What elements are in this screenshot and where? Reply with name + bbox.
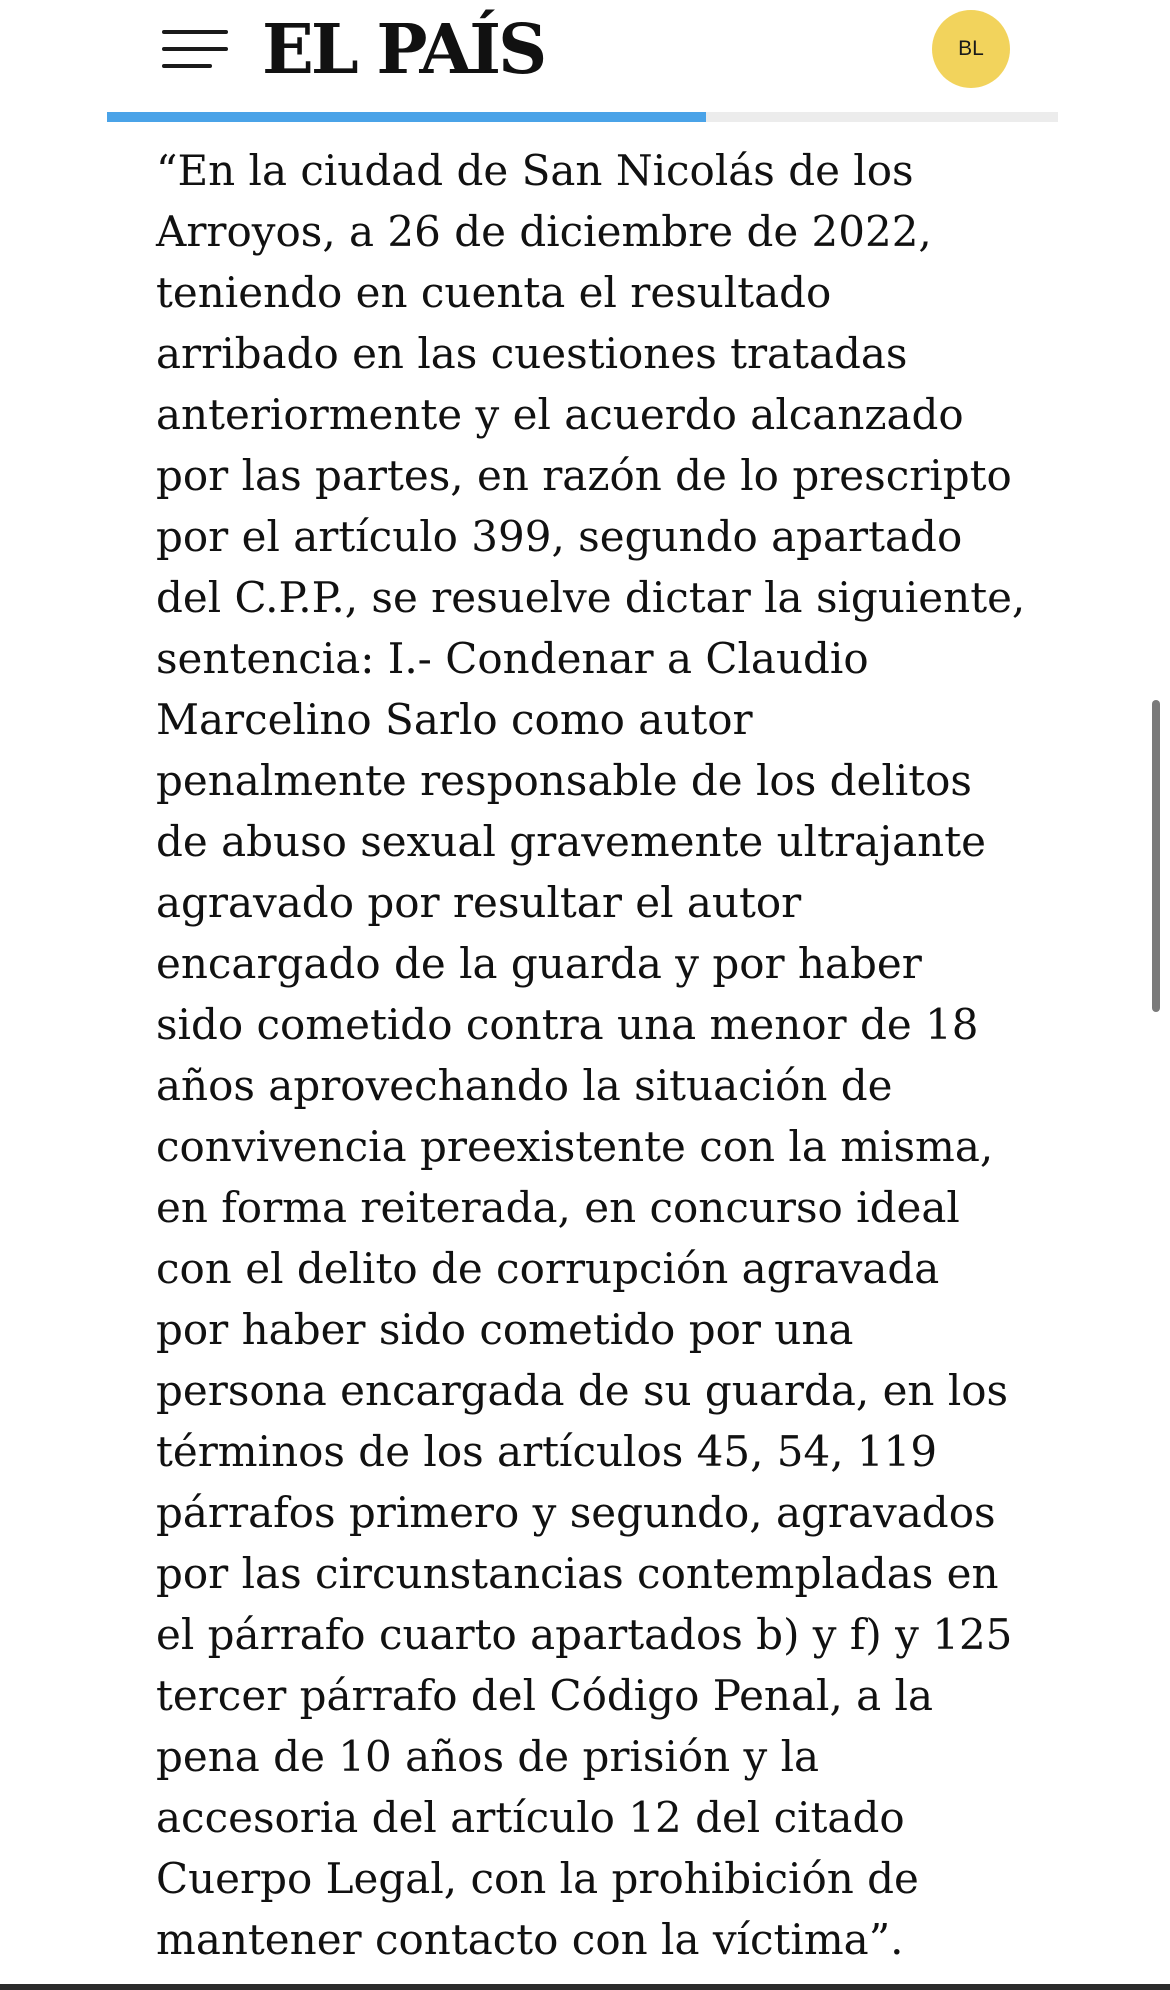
article-text-line: tercer párrafo del Código Penal, a la	[156, 1671, 934, 1720]
article-text-line: teniendo en cuenta el resultado	[156, 268, 832, 317]
article-text-line: anteriormente y el acuerdo alcanzado	[156, 390, 964, 439]
reading-progress-bar	[107, 112, 1058, 122]
article-text-line: sido cometido contra una menor de 18	[156, 1000, 979, 1049]
article-text-line: penalmente responsable de los delitos	[156, 756, 972, 805]
article-text-line: sentencia: I.- Condenar a Claudio	[156, 634, 869, 683]
article-text-line: Marcelino Sarlo como autor	[156, 695, 753, 744]
article-text-line: accesoria del artículo 12 del citado	[156, 1793, 905, 1842]
article-text-line: con el delito de corrupción agravada	[156, 1244, 940, 1293]
reading-progress-fill	[107, 112, 706, 122]
article-text-line: persona encargada de su guarda, en los	[156, 1366, 1009, 1415]
article-text-line: Arroyos, a 26 de diciembre de 2022,	[156, 207, 932, 256]
menu-bar	[162, 47, 228, 51]
article-text-line: convivencia preexistente con la misma,	[156, 1122, 994, 1171]
article-quote	[156, 140, 1036, 1970]
bottom-edge	[0, 1984, 1170, 1990]
article-text-line: mantener contacto con la víctima”.	[156, 1915, 904, 1964]
article-text-line: encargado de la guarda y por haber	[156, 939, 922, 988]
article-text-line: arribado en las cuestiones tratadas	[156, 329, 908, 378]
article-text-line: pena de 10 años de prisión y la	[156, 1732, 820, 1781]
article-text-line: por el artículo 399, segundo apartado	[156, 512, 963, 561]
article-text-line: “En la ciudad de San Nicolás de los	[156, 146, 914, 195]
article-text-line: por las partes, en razón de lo prescripto	[156, 451, 1012, 500]
el-pais-logo[interactable]: EL PAÍS	[262, 10, 545, 90]
article-text-line: términos de los artículos 45, 54, 119	[156, 1427, 938, 1476]
hamburger-menu-icon[interactable]	[162, 30, 228, 68]
menu-bar	[162, 64, 212, 68]
article-text-line: del C.P.P., se resuelve dictar la siguiente,	[156, 573, 1026, 622]
article-text-line: años aprovechando la situación de	[156, 1061, 893, 1110]
article-text-line: por las circunstancias contempladas en	[156, 1549, 999, 1598]
user-avatar[interactable]: BL	[932, 10, 1010, 88]
article-text-line: párrafos primero y segundo, agravados	[156, 1488, 996, 1537]
article-text-line: por haber sido cometido por una	[156, 1305, 854, 1354]
menu-bar	[162, 30, 228, 34]
article-text-line: agravado por resultar el autor	[156, 878, 802, 927]
article-text-line: el párrafo cuarto apartados b) y f) y 125	[156, 1610, 1013, 1659]
article-text-line: en forma reiterada, en concurso ideal	[156, 1183, 960, 1232]
top-bar	[0, 0, 1170, 122]
article-text-line: Cuerpo Legal, con la prohibición de	[156, 1854, 919, 1903]
article-text-line: de abuso sexual gravemente ultrajante	[156, 817, 986, 866]
scrollbar-thumb[interactable]	[1152, 700, 1160, 1012]
